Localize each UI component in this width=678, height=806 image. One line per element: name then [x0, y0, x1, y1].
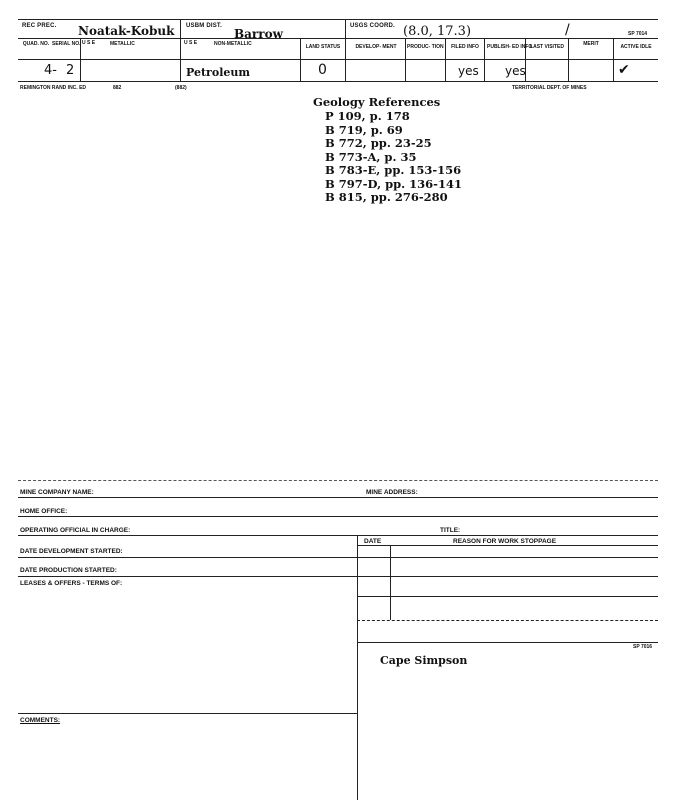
reference-item: B 815, pp. 276-280	[325, 190, 448, 204]
col-use-2: U S E	[184, 40, 198, 46]
reference-item: B 773-A, p. 35	[325, 149, 417, 164]
mine-company-name-label: MINE COMPANY NAME:	[20, 489, 94, 496]
dept-name: TERRITORIAL DEPT. OF MINES	[512, 85, 587, 91]
col-serial-no: SERIAL NO.	[52, 41, 81, 47]
col-last-visited: LAST VISITED	[530, 44, 564, 50]
references-title: Geology References	[313, 95, 441, 109]
filed-info-value: yes	[458, 64, 479, 78]
col-land-status: LAND STATUS	[305, 44, 341, 50]
col-quad-no: QUAD. NO.	[22, 41, 50, 47]
form-code-bottom: SP 7016	[633, 644, 653, 650]
active-idle-mark: ✔	[618, 62, 630, 78]
usgs-coord-value: (8.0, 17.3)	[403, 24, 472, 39]
form-code-top: SP 7014	[628, 31, 648, 37]
reference-item: P 109, p. 178	[325, 109, 410, 123]
date-column-label: DATE	[364, 538, 382, 545]
col-non-metallic: NON-METALLIC	[214, 41, 252, 47]
reference-item: B 797-D, pp. 136-141	[325, 176, 462, 191]
date-prod-started-label: DATE PRODUCTION STARTED:	[20, 567, 117, 574]
usgs-coord-label: USGS COORD.	[350, 23, 395, 29]
printer-code-2: (882)	[175, 85, 187, 91]
printer-code-1: 882	[113, 85, 122, 91]
quad-no-value: 4-	[44, 63, 57, 78]
col-production: PRODUC- TION	[407, 44, 444, 50]
col-merit: MERIT	[583, 41, 599, 47]
location-value: Cape Simpson	[380, 654, 468, 667]
references-list	[325, 110, 462, 205]
col-development: DEVELOP- MENT	[355, 44, 397, 50]
date-dev-started-label: DATE DEVELOPMENT STARTED:	[20, 548, 123, 555]
mine-address-label: MINE ADDRESS:	[366, 489, 418, 496]
col-metallic: METALLIC	[110, 41, 135, 47]
col-published-info: PUBLISH- ED INFO	[487, 44, 533, 50]
reference-item: B 772, pp. 23-25	[325, 136, 432, 150]
reason-column-label: REASON FOR WORK STOPPAGE	[453, 538, 557, 545]
printer-info: REMINGTON RAND INC. ED	[20, 85, 87, 91]
serial-no-value: 2	[66, 63, 75, 78]
col-active-idle: ACTIVE IDLE	[620, 44, 652, 50]
usbm-dist-value: Barrow	[234, 27, 283, 41]
rec-prec-label: REC PREC.	[22, 23, 57, 29]
usbm-dist-label: USBM DIST.	[186, 23, 223, 29]
reference-item: B 719, p. 69	[325, 122, 403, 137]
col-use-1: U S E	[82, 40, 96, 46]
operating-official-label: OPERATING OFFICIAL IN CHARGE:	[20, 527, 131, 534]
comments-label: COMMENTS:	[20, 717, 61, 724]
reference-item: B 783-E, pp. 153-156	[325, 163, 462, 177]
non-metallic-value: Petroleum	[186, 66, 251, 79]
check-mark: /	[565, 22, 570, 38]
title-label: TITLE:	[440, 527, 461, 534]
land-status-value: 0	[318, 62, 327, 78]
col-filed-info: FILED INFO	[451, 44, 479, 50]
home-office-label: HOME OFFICE:	[20, 508, 68, 515]
published-info-value: yes	[505, 64, 526, 78]
rec-prec-value: Noatak-Kobuk	[78, 24, 175, 38]
leases-label: LEASES & OFFERS - TERMS OF:	[20, 580, 123, 587]
